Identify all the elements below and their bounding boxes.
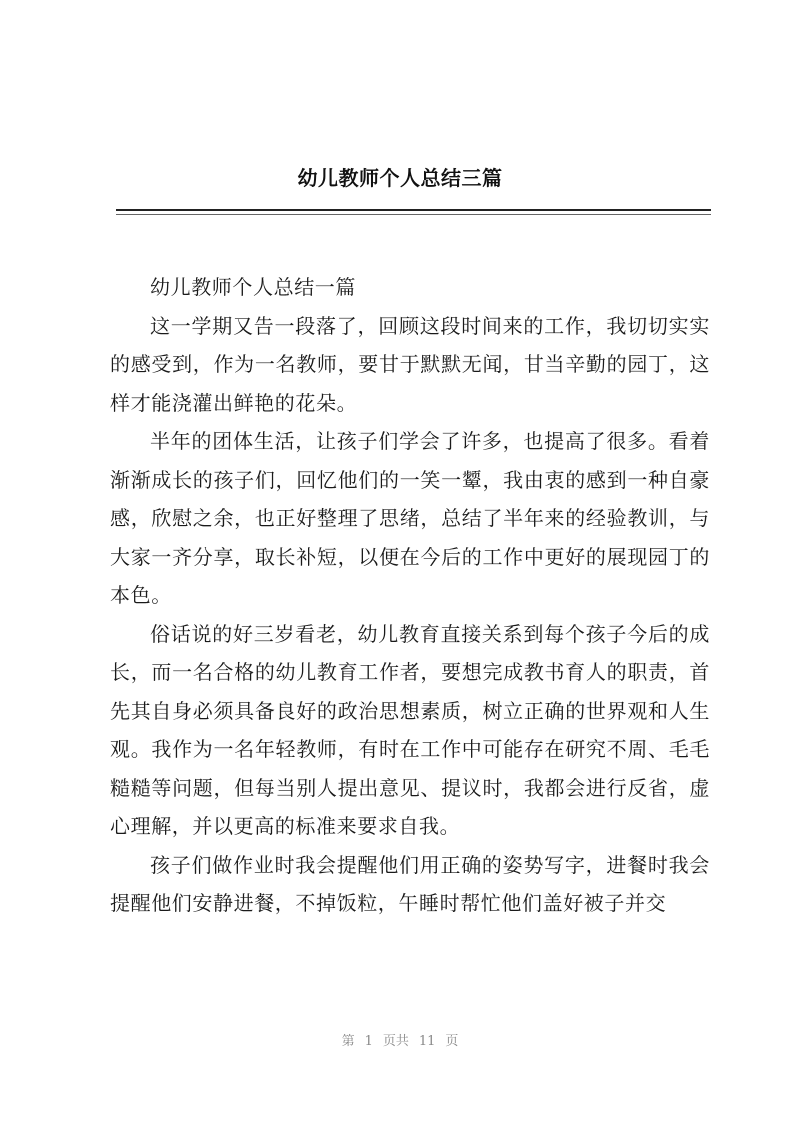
title-underline-thin [116,214,711,215]
footer-total-pages: 11 [418,1034,436,1049]
footer-page-number: 1 [364,1034,373,1049]
document-body [110,268,710,923]
page-footer [0,1030,800,1049]
paragraph: 俗话说的好三岁看老，幼儿教育直接关系到每个孩子今后的成长，而一名合格的幼儿教育工作者，要想完成教书育人的职责，首先其自身必须具备良好的政治思想素质，树立正确的世界观和人生观。我作为一名年轻教师，有时在工作中可能存在研究不周、毛毛糙糙等问题，但每当别人提出意见、提议时，我都会进行反省，虚心理解，并以更高的标准来要求自我。 [110,621,710,838]
paragraph: 这一学期又告一段落了，回顾这段时间来的工作，我切切实实的感受到，作为一名教师，要甘于默默无闻，甘当辛勤的园丁，这样才能浇灌出鲜艳的花朵。 [110,313,710,415]
footer-middle: 页共 [382,1034,409,1049]
section-heading: 幼儿教师个人总结一篇 [150,275,356,299]
footer-suffix: 页 [445,1034,459,1049]
footer-prefix: 第 [341,1034,355,1049]
paragraph: 孩子们做作业时我会提醒他们用正确的姿势写字，进餐时我会提醒他们安静进餐，不掉饭粒，午睡时帮忙他们盖好被子并交 [110,852,710,915]
title-underline [116,209,711,211]
paragraph: 半年的团体生活，让孩子们学会了许多，也提高了很多。看着渐渐成长的孩子们，回忆他们的一笑一颦，我由衷的感到一种自豪感，欣慰之余，也正好整理了思绪，总结了半年来的经验教训，与大家一齐分享，取长补短，以便在今后的工作中更好的展现园丁的本色。 [110,429,710,607]
document-title: 幼儿教师个人总结三篇 [297,166,503,190]
